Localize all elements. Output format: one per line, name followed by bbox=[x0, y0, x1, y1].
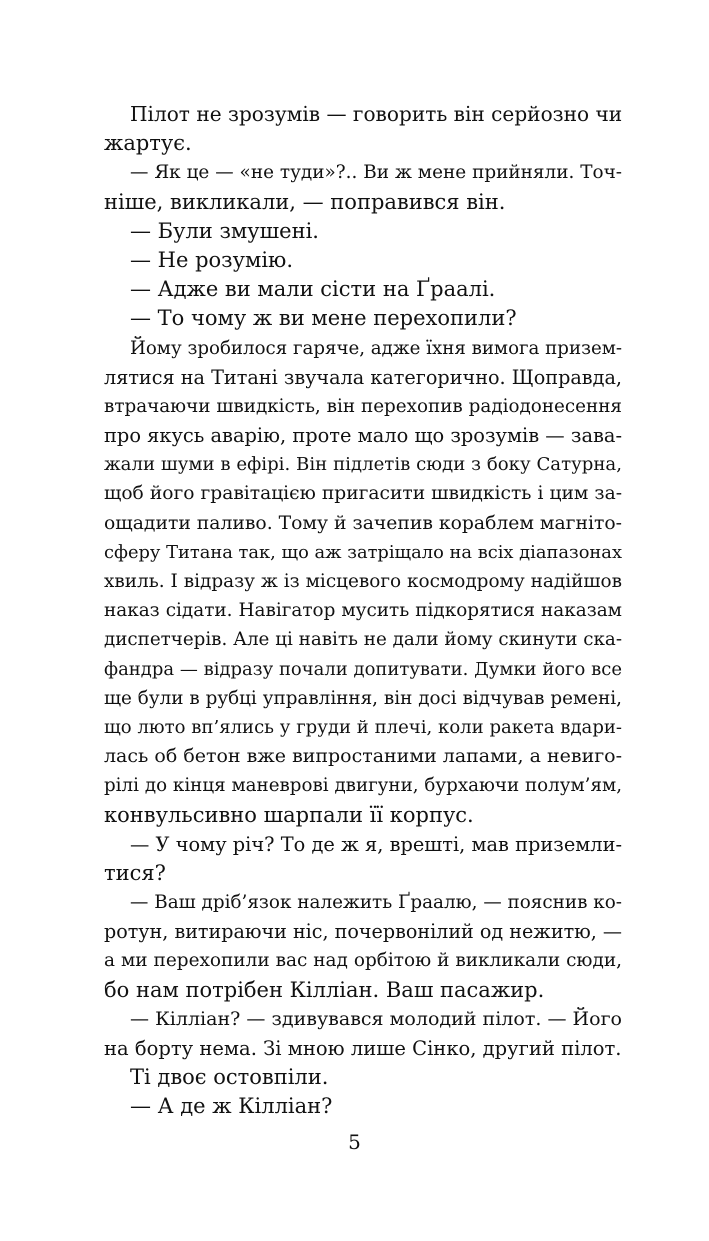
body-text bbox=[104, 100, 622, 1122]
text-line: жали шуми в ефірі. Він підлетів сюди з боку Сатурна, bbox=[104, 454, 622, 476]
text-line: втрачаючи швидкість, він перехопив радіодонесення bbox=[104, 395, 622, 417]
text-line: лась об бетон вже випростаними лапами, а невиго- bbox=[104, 745, 622, 768]
text-line: диспетчерів. Але ці навіть не дали йому скинути ска- bbox=[104, 629, 622, 651]
text-line: ротун, витираючи ніс, почервонілий од нежитю, — bbox=[104, 920, 623, 944]
text-line: щоб його гравітацією пригасити швидкість і цим за- bbox=[104, 483, 622, 505]
text-line: — Не розумію. bbox=[130, 247, 293, 272]
text-line: сферу Титана так, що аж затріщало на всіх діапазонах bbox=[104, 541, 622, 563]
text-line: на борту нема. Зі мною лише Сінко, другий пілот. bbox=[104, 1037, 622, 1060]
text-line: жартує. bbox=[104, 131, 192, 156]
text-line: конвульсивно шарпали її корпус. bbox=[104, 802, 474, 827]
text-line: — Були змушені. bbox=[130, 218, 319, 243]
text-line: лятися на Титані звучала категорично. Щоправда, bbox=[104, 365, 622, 389]
text-line: — У чому річ? То де ж я, врешті, мав приземли- bbox=[130, 832, 622, 856]
text-line: — Ваш дріб’язок належить Ґраалю, — пояснив ко- bbox=[130, 892, 622, 914]
text-line: Ті двоє остовпіли. bbox=[130, 1065, 329, 1090]
text-line: — А де ж Кілліан? bbox=[130, 1094, 333, 1119]
text-line: — Кілліан? — здивувався молодий пілот. — Його bbox=[130, 1007, 622, 1030]
text-line: рілі до кінця маневрові двигуни, бурхаючи полум’ям, bbox=[104, 775, 622, 797]
text-line: — Як це — «не туди»?.. Ви ж мене прийняли. Точ- bbox=[130, 162, 622, 184]
text-line: наказ сідати. Навігатор мусить підкорятися наказам bbox=[104, 600, 622, 622]
text-line: Пілот не зрозумів — говорить він серйозно чи bbox=[130, 102, 623, 126]
text-line: фандра — відразу почали допитувати. Думки його все bbox=[104, 658, 622, 680]
text-line: хвиль. І відразу ж із місцевого космодрому надійшов bbox=[104, 571, 622, 592]
text-line: ніше, викликали, — поправився він. bbox=[104, 189, 506, 214]
text-line: Йому зробилося гаряче, адже їхня вимога призем- bbox=[130, 337, 623, 359]
text-line: — Адже ви мали сісти на Ґраалі. bbox=[130, 277, 496, 302]
text-line: що люто вп’ялись у груди й плечі, коли ракета вдари- bbox=[104, 716, 622, 738]
text-line: — То чому ж ви мене перехопили? bbox=[130, 306, 517, 331]
text-line: а ми перехопили вас над орбітою й викликали сюди, bbox=[104, 950, 622, 972]
text-line: про якусь аварію, проте мало що зрозумів — зава- bbox=[104, 424, 622, 448]
text-line: тися? bbox=[104, 860, 166, 885]
text-line: ощадити паливо. Тому й зачепив кораблем магніто- bbox=[104, 512, 622, 534]
page-number: 5 bbox=[348, 1130, 361, 1154]
text-line: ще були в рубці управління, він досі відчував ремені, bbox=[104, 687, 622, 709]
text-line: бо нам потрібен Кілліан. Ваш пасажир. bbox=[104, 977, 545, 1002]
